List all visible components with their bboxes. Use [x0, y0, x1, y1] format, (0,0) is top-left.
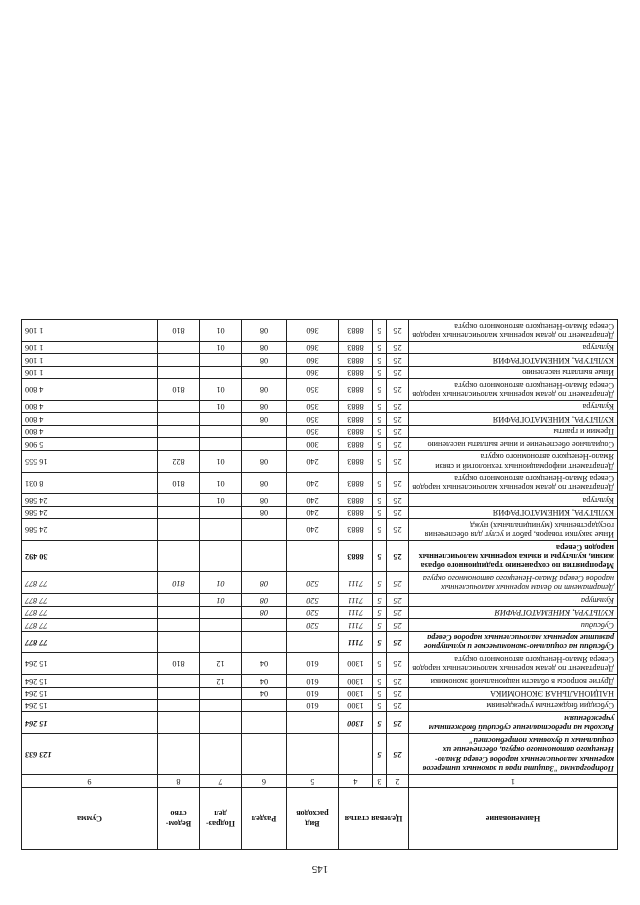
table-row — [22, 541, 618, 572]
target-article-code: 8883 — [339, 506, 373, 518]
row-name: Субсидии на социально-экономическое и культурное развитие коренных малочисленных народов Севера — [409, 631, 618, 653]
row-name: КУЛЬТУРА, КИНЕМАТОГРАФИЯ — [409, 606, 618, 618]
table-row — [22, 687, 618, 699]
row-sum: 24 586 — [22, 494, 158, 506]
section-code: 08 — [242, 320, 287, 342]
target-article-program: 25 — [387, 425, 409, 437]
target-article-program: 25 — [387, 341, 409, 353]
section-code: 08 — [242, 506, 287, 518]
subsection-code — [200, 354, 242, 366]
row-name: Департамент по делам коренных малочисленных народов Севера Ямало-Ненецкого автономного округа — [409, 653, 618, 675]
row-name: Культура — [409, 401, 618, 413]
target-article-code: 8883 — [339, 401, 373, 413]
expense-type: 240 — [287, 450, 339, 472]
table-row — [22, 631, 618, 653]
target-article-code: 7111 — [339, 594, 373, 606]
subsection-code — [200, 606, 242, 618]
target-article-program: 25 — [387, 675, 409, 687]
row-name: Подпрограмма "Защита прав и законных интересов коренных малочисленных народов Севера Ямало-Ненецкого автономного округа, обеспечение их социальных и духовных потребностей" — [409, 734, 618, 775]
row-name: Премии и гранты — [409, 425, 618, 437]
row-sum: 4 800 — [22, 425, 158, 437]
department-code: 810 — [158, 572, 200, 594]
department-code — [158, 506, 200, 518]
header-name: Наименование — [409, 788, 618, 850]
department-code — [158, 594, 200, 606]
subsection-code — [200, 438, 242, 450]
subsection-code: 01 — [200, 320, 242, 342]
table-row — [22, 438, 618, 450]
expense-type: 520 — [287, 619, 339, 631]
department-code: 810 — [158, 653, 200, 675]
table-row — [22, 700, 618, 712]
department-code — [158, 675, 200, 687]
row-name: Культура — [409, 494, 618, 506]
column-number-row — [22, 775, 618, 788]
target-article-program: 25 — [387, 631, 409, 653]
row-name: Департамент по делам коренных малочисленных народов Севера Ямало-Ненецкого автономного округа — [409, 572, 618, 594]
target-article-program: 25 — [387, 438, 409, 450]
table-body — [22, 320, 618, 775]
department-code: 810 — [158, 472, 200, 494]
target-article-subprogram: 5 — [373, 700, 387, 712]
target-article-subprogram: 5 — [373, 541, 387, 572]
row-name: КУЛЬТУРА, КИНЕМАТОГРАФИЯ — [409, 506, 618, 518]
target-article-program: 25 — [387, 494, 409, 506]
target-article-code: 8883 — [339, 413, 373, 425]
table-row — [22, 712, 618, 734]
target-article-program: 25 — [387, 687, 409, 699]
table-row — [22, 341, 618, 353]
row-sum: 4 800 — [22, 413, 158, 425]
table-row — [22, 653, 618, 675]
row-name: КУЛЬТУРА, КИНЕМАТОГРАФИЯ — [409, 354, 618, 366]
target-article-code: 7111 — [339, 619, 373, 631]
target-article-subprogram: 5 — [373, 438, 387, 450]
row-sum: 1 106 — [22, 341, 158, 353]
target-article-program: 25 — [387, 413, 409, 425]
column-number: 4 — [339, 775, 373, 788]
expense-type: 350 — [287, 413, 339, 425]
target-article-subprogram: 5 — [373, 519, 387, 541]
subsection-code: 01 — [200, 472, 242, 494]
target-article-subprogram: 5 — [373, 687, 387, 699]
row-name: Департамент по делам коренных малочисленных народов Севера Ямало-Ненецкого автономного округа — [409, 320, 618, 342]
subsection-code — [200, 734, 242, 775]
row-name: НАЦИОНАЛЬНАЯ ЭКОНОМИКА — [409, 687, 618, 699]
expense-type: 520 — [287, 572, 339, 594]
header-subsection: Подраз- дел — [200, 788, 242, 850]
row-name: Культура — [409, 594, 618, 606]
target-article-code: 8883 — [339, 366, 373, 378]
target-article-program: 25 — [387, 472, 409, 494]
table-row — [22, 494, 618, 506]
expense-type: 610 — [287, 687, 339, 699]
target-article-code: 8883 — [339, 472, 373, 494]
row-name: Иные закупки товаров, работ и услуг для обеспечения государственных (муниципальных) нужд — [409, 519, 618, 541]
header-target-article: Целевая статья — [339, 788, 409, 850]
section-code: 08 — [242, 594, 287, 606]
table-row — [22, 619, 618, 631]
target-article-subprogram: 5 — [373, 425, 387, 437]
table-row — [22, 354, 618, 366]
target-article-subprogram: 5 — [373, 450, 387, 472]
row-sum: 15 264 — [22, 675, 158, 687]
column-number: 6 — [242, 775, 287, 788]
subsection-code — [200, 619, 242, 631]
target-article-program: 25 — [387, 506, 409, 518]
department-code — [158, 519, 200, 541]
target-article-code: 8883 — [339, 425, 373, 437]
table-row — [22, 425, 618, 437]
target-article-code: 1300 — [339, 712, 373, 734]
column-number: 7 — [200, 775, 242, 788]
table-row — [22, 366, 618, 378]
section-code: 08 — [242, 572, 287, 594]
target-article-program: 25 — [387, 700, 409, 712]
department-code: 810 — [158, 379, 200, 401]
row-name: Департамент информационных технологий и связи Ямало-Ненецкого автономного округа — [409, 450, 618, 472]
section-code — [242, 631, 287, 653]
row-name: КУЛЬТУРА, КИНЕМАТОГРАФИЯ — [409, 413, 618, 425]
row-sum: 4 800 — [22, 401, 158, 413]
row-name: Субсидии бюджетным учреждениям — [409, 700, 618, 712]
header-expense-type: Вид расходов — [287, 788, 339, 850]
expense-type — [287, 541, 339, 572]
target-article-code: 8883 — [339, 379, 373, 401]
row-name: Социальное обеспечение и иные выплаты населению — [409, 438, 618, 450]
target-article-code: 8883 — [339, 450, 373, 472]
department-code: 810 — [158, 320, 200, 342]
section-code — [242, 700, 287, 712]
row-sum: 1 106 — [22, 366, 158, 378]
table-row — [22, 472, 618, 494]
target-article-program: 25 — [387, 450, 409, 472]
expense-type: 520 — [287, 606, 339, 618]
target-article-subprogram: 5 — [373, 572, 387, 594]
table-row — [22, 413, 618, 425]
column-number: 9 — [22, 775, 158, 788]
table-row — [22, 734, 618, 775]
header-sum: Сумма — [22, 788, 158, 850]
row-sum: 77 877 — [22, 631, 158, 653]
subsection-code — [200, 541, 242, 572]
section-code: 08 — [242, 379, 287, 401]
section-code: 04 — [242, 687, 287, 699]
target-article-subprogram: 5 — [373, 631, 387, 653]
expense-type: 350 — [287, 379, 339, 401]
target-article-subprogram: 5 — [373, 472, 387, 494]
section-code — [242, 734, 287, 775]
row-sum: 24 586 — [22, 506, 158, 518]
expense-type: 350 — [287, 401, 339, 413]
page-number: 145 — [311, 863, 329, 875]
target-article-program: 25 — [387, 379, 409, 401]
section-code: 08 — [242, 472, 287, 494]
table-row — [22, 606, 618, 618]
target-article-subprogram: 5 — [373, 320, 387, 342]
section-code — [242, 519, 287, 541]
subsection-code — [200, 519, 242, 541]
target-article-code: 8883 — [339, 354, 373, 366]
target-article-program: 25 — [387, 572, 409, 594]
section-code — [242, 712, 287, 734]
target-article-program: 25 — [387, 354, 409, 366]
target-article-program: 25 — [387, 594, 409, 606]
section-code: 08 — [242, 606, 287, 618]
section-code: 04 — [242, 653, 287, 675]
row-sum: 1 106 — [22, 320, 158, 342]
column-number: 1 — [409, 775, 618, 788]
section-code: 08 — [242, 354, 287, 366]
row-sum: 4 800 — [22, 379, 158, 401]
target-article-subprogram: 5 — [373, 413, 387, 425]
subsection-code — [200, 631, 242, 653]
table-row — [22, 572, 618, 594]
column-number: 2 — [387, 775, 409, 788]
expense-type: 240 — [287, 472, 339, 494]
subsection-code — [200, 506, 242, 518]
target-article-subprogram: 5 — [373, 619, 387, 631]
target-article-code — [339, 734, 373, 775]
section-code — [242, 541, 287, 572]
target-article-code: 8883 — [339, 541, 373, 572]
subsection-code — [200, 366, 242, 378]
expense-type — [287, 734, 339, 775]
expense-type: 240 — [287, 519, 339, 541]
department-code — [158, 606, 200, 618]
expense-type: 520 — [287, 594, 339, 606]
row-sum: 15 264 — [22, 700, 158, 712]
subsection-code — [200, 687, 242, 699]
subsection-code — [200, 700, 242, 712]
section-code: 08 — [242, 413, 287, 425]
row-sum: 8 031 — [22, 472, 158, 494]
subsection-code — [200, 413, 242, 425]
expense-type: 300 — [287, 438, 339, 450]
table-row — [22, 401, 618, 413]
row-sum: 77 877 — [22, 572, 158, 594]
expense-type: 360 — [287, 354, 339, 366]
target-article-program: 25 — [387, 734, 409, 775]
expense-type: 360 — [287, 341, 339, 353]
department-code — [158, 354, 200, 366]
target-article-code: 1300 — [339, 700, 373, 712]
row-name: Расходы на предоставление субсидий бюджетным учреждениям — [409, 712, 618, 734]
department-code — [158, 413, 200, 425]
row-name: Иные выплаты населению — [409, 366, 618, 378]
target-article-code: 8883 — [339, 438, 373, 450]
row-sum: 1 106 — [22, 354, 158, 366]
target-article-code: 7111 — [339, 572, 373, 594]
target-article-code: 1300 — [339, 675, 373, 687]
target-article-code: 1300 — [339, 653, 373, 675]
target-article-program: 25 — [387, 366, 409, 378]
target-article-code: 8883 — [339, 341, 373, 353]
department-code: 822 — [158, 450, 200, 472]
subsection-code: 12 — [200, 675, 242, 687]
department-code — [158, 425, 200, 437]
subsection-code: 01 — [200, 379, 242, 401]
section-code: 08 — [242, 494, 287, 506]
target-article-subprogram: 5 — [373, 354, 387, 366]
department-code — [158, 494, 200, 506]
department-code — [158, 700, 200, 712]
department-code — [158, 734, 200, 775]
row-sum: 77 877 — [22, 594, 158, 606]
row-sum: 15 264 — [22, 687, 158, 699]
table-row — [22, 519, 618, 541]
target-article-subprogram: 5 — [373, 494, 387, 506]
column-number: 5 — [287, 775, 339, 788]
target-article-program: 25 — [387, 320, 409, 342]
header-row — [22, 788, 618, 850]
expense-type: 610 — [287, 675, 339, 687]
target-article-code: 7111 — [339, 631, 373, 653]
target-article-subprogram: 5 — [373, 712, 387, 734]
table-row — [22, 379, 618, 401]
target-article-code: 7111 — [339, 606, 373, 618]
section-code: 08 — [242, 401, 287, 413]
department-code — [158, 712, 200, 734]
subsection-code: 01 — [200, 572, 242, 594]
department-code — [158, 619, 200, 631]
header-section: Раздел — [242, 788, 287, 850]
column-number: 8 — [158, 775, 200, 788]
expense-type — [287, 712, 339, 734]
target-article-subprogram: 5 — [373, 675, 387, 687]
target-article-subprogram: 5 — [373, 734, 387, 775]
expense-type: 360 — [287, 320, 339, 342]
department-code — [158, 438, 200, 450]
target-article-subprogram: 5 — [373, 653, 387, 675]
row-name: Департамент по делам коренных малочисленных народов Севера Ямало-Ненецкого автономного округа — [409, 379, 618, 401]
expense-type: 610 — [287, 653, 339, 675]
row-sum: 77 877 — [22, 619, 158, 631]
row-sum: 24 586 — [22, 519, 158, 541]
department-code — [158, 341, 200, 353]
expense-type: 350 — [287, 425, 339, 437]
target-article-subprogram: 5 — [373, 594, 387, 606]
subsection-code: 01 — [200, 450, 242, 472]
subsection-code: 12 — [200, 653, 242, 675]
department-code — [158, 541, 200, 572]
expense-type — [287, 631, 339, 653]
row-sum: 30 492 — [22, 541, 158, 572]
row-sum: 15 264 — [22, 712, 158, 734]
table-row — [22, 594, 618, 606]
section-code: 08 — [242, 450, 287, 472]
row-sum: 77 877 — [22, 606, 158, 618]
subsection-code: 01 — [200, 494, 242, 506]
target-article-program: 25 — [387, 606, 409, 618]
target-article-subprogram: 5 — [373, 341, 387, 353]
column-number: 3 — [373, 775, 387, 788]
section-code — [242, 619, 287, 631]
expense-type: 610 — [287, 700, 339, 712]
row-name: Мероприятия по сохранению традиционного образа жизни, культуры и языка коренных малочисленных народов Севера — [409, 541, 618, 572]
expense-type: 240 — [287, 494, 339, 506]
target-article-program: 25 — [387, 653, 409, 675]
table-row — [22, 320, 618, 342]
target-article-program: 25 — [387, 541, 409, 572]
target-article-code: 1300 — [339, 687, 373, 699]
target-article-subprogram: 5 — [373, 366, 387, 378]
target-article-subprogram: 5 — [373, 379, 387, 401]
target-article-code: 8883 — [339, 519, 373, 541]
target-article-program: 25 — [387, 519, 409, 541]
section-code: 08 — [242, 341, 287, 353]
section-code: 04 — [242, 675, 287, 687]
department-code — [158, 366, 200, 378]
budget-table — [21, 319, 618, 850]
subsection-code: 01 — [200, 341, 242, 353]
header-department: Ведом- ство — [158, 788, 200, 850]
target-article-program: 25 — [387, 712, 409, 734]
section-code — [242, 425, 287, 437]
section-code — [242, 366, 287, 378]
target-article-code: 8883 — [339, 494, 373, 506]
section-code — [242, 438, 287, 450]
row-name: Другие вопросы в области национальной экономики — [409, 675, 618, 687]
target-article-code: 8883 — [339, 320, 373, 342]
subsection-code: 01 — [200, 401, 242, 413]
expense-type: 360 — [287, 366, 339, 378]
row-sum: 16 555 — [22, 450, 158, 472]
subsection-code — [200, 712, 242, 734]
table-row — [22, 450, 618, 472]
target-article-subprogram: 5 — [373, 506, 387, 518]
target-article-program: 25 — [387, 619, 409, 631]
row-sum: 5 906 — [22, 438, 158, 450]
row-sum: 15 264 — [22, 653, 158, 675]
department-code — [158, 687, 200, 699]
expense-type: 240 — [287, 506, 339, 518]
target-article-subprogram: 5 — [373, 606, 387, 618]
row-name: Субсидии — [409, 619, 618, 631]
target-article-subprogram: 5 — [373, 401, 387, 413]
row-sum: 123 633 — [22, 734, 158, 775]
department-code — [158, 631, 200, 653]
table-row — [22, 675, 618, 687]
subsection-code — [200, 425, 242, 437]
department-code — [158, 401, 200, 413]
subsection-code: 01 — [200, 594, 242, 606]
target-article-program: 25 — [387, 401, 409, 413]
table-row — [22, 506, 618, 518]
row-name: Культура — [409, 341, 618, 353]
row-name: Департамент по делам коренных малочисленных народов Севера Ямало-Ненецкого автономного округа — [409, 472, 618, 494]
